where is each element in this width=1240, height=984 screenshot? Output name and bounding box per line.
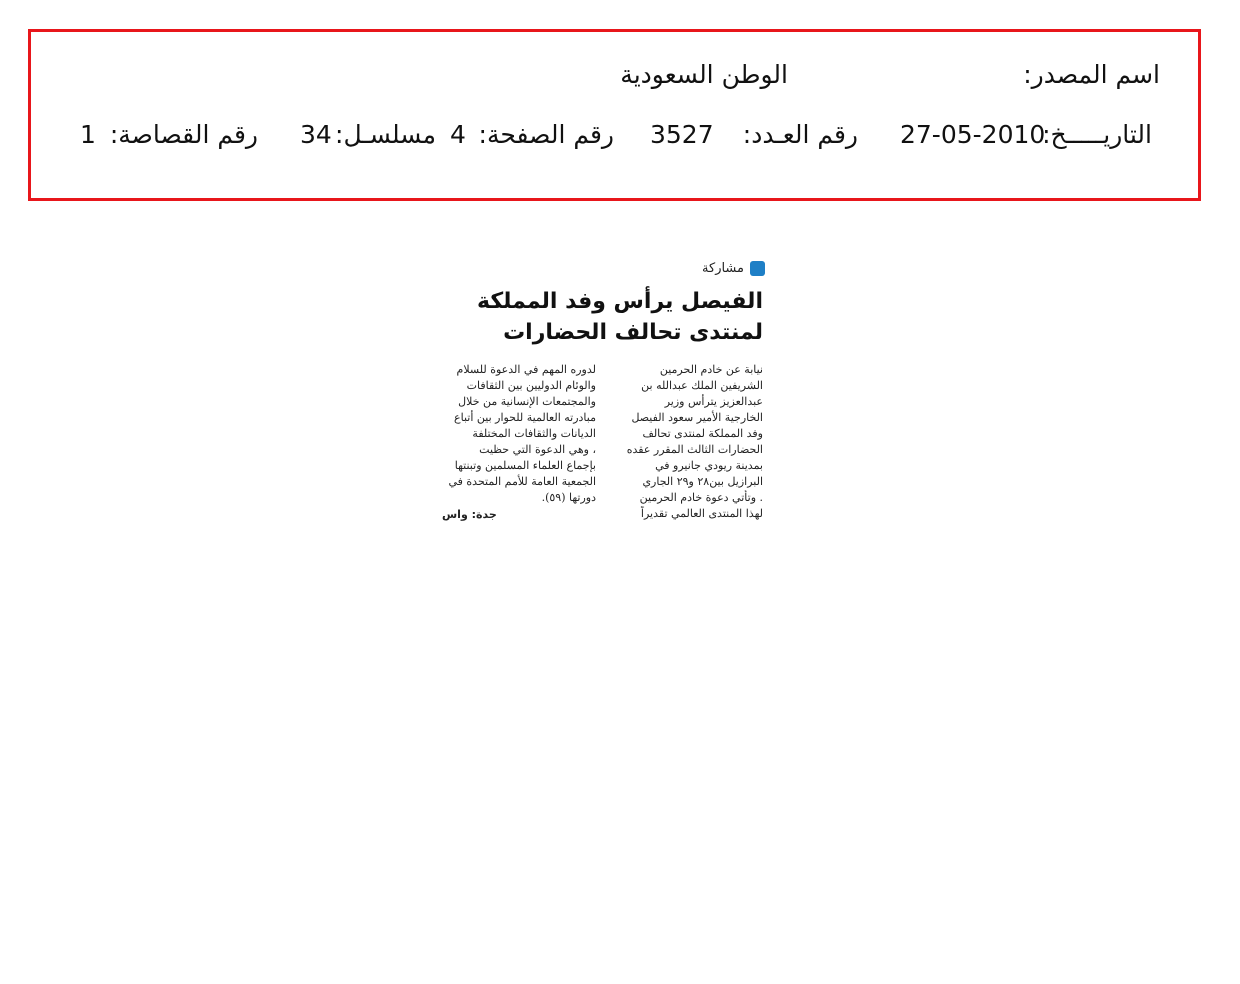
source-label: اسم المصدر: [1023,60,1160,89]
body-line: دورتها (٥٩). [541,491,596,504]
body-line: والوئام الدوليين بين الثقافات [466,379,596,392]
body-line: الحضارات الثالث المقرر عقده [626,443,763,456]
article-headline [443,286,763,348]
body-line: الخارجية الأمير سعود الفيصل [631,411,763,424]
body-line: بإجماع العلماء المسلمين وتبنتها [454,459,596,472]
serial-label: مسلسـل: [335,120,436,149]
article-category [702,259,765,277]
body-line: الجمعية العامة للأمم المتحدة في [448,475,596,488]
page-label: رقم الصفحة: [478,120,614,149]
source-value: الوطن السعودية [620,60,788,89]
body-line: البرازيل بين٢٨ و٢٩ الجاري [642,475,763,488]
category-label: مشاركة [702,260,744,276]
date-label: التاريـــــخ: [1042,120,1152,149]
body-line: عبدالعزيز يترأس وزير [664,395,763,408]
body-line: مبادرته العالمية للحوار بين أتباع [454,411,596,424]
body-line: الشريفين الملك عبدالله بن [641,379,763,392]
article-byline: جدة: واس [442,508,497,521]
date-value: 27-05-2010 [900,120,1046,149]
headline-line-1: الفيصل يرأس وفد المملكة [477,289,763,314]
issue-value: 3527 [650,120,714,149]
issue-label: رقم العـدد: [742,120,858,149]
body-line: لدوره المهم في الدعوة للسلام [456,363,596,376]
serial-value: 34 [300,120,332,149]
clipping-header-box [28,29,1201,201]
body-line: وفد المملكة لمنتدى تحالف [642,427,763,440]
headline-line-2: لمنتدى تحالف الحضارات [503,320,763,345]
clip-label: رقم القصاصة: [109,120,258,149]
article-column-left [442,362,596,524]
clip-value: 1 [80,120,96,149]
category-square-icon [750,261,765,276]
page-value: 4 [450,120,466,149]
body-line: بمدينة ريودي جانيرو في [655,459,763,472]
body-line: ، وهي الدعوة التي حظيت [479,443,596,456]
body-line: . وتأتي دعوة خادم الحرمين [639,491,763,504]
body-line: والمجتمعات الإنسانية من خلال [458,395,596,408]
article-column-right [611,362,763,522]
body-line: لهذا المنتدى العالمي تقديراً [640,507,763,520]
body-line: الديانات والثقافات المختلفة [472,427,596,440]
body-line: نيابة عن خادم الحرمين [659,363,763,376]
article-clipping [440,256,765,531]
